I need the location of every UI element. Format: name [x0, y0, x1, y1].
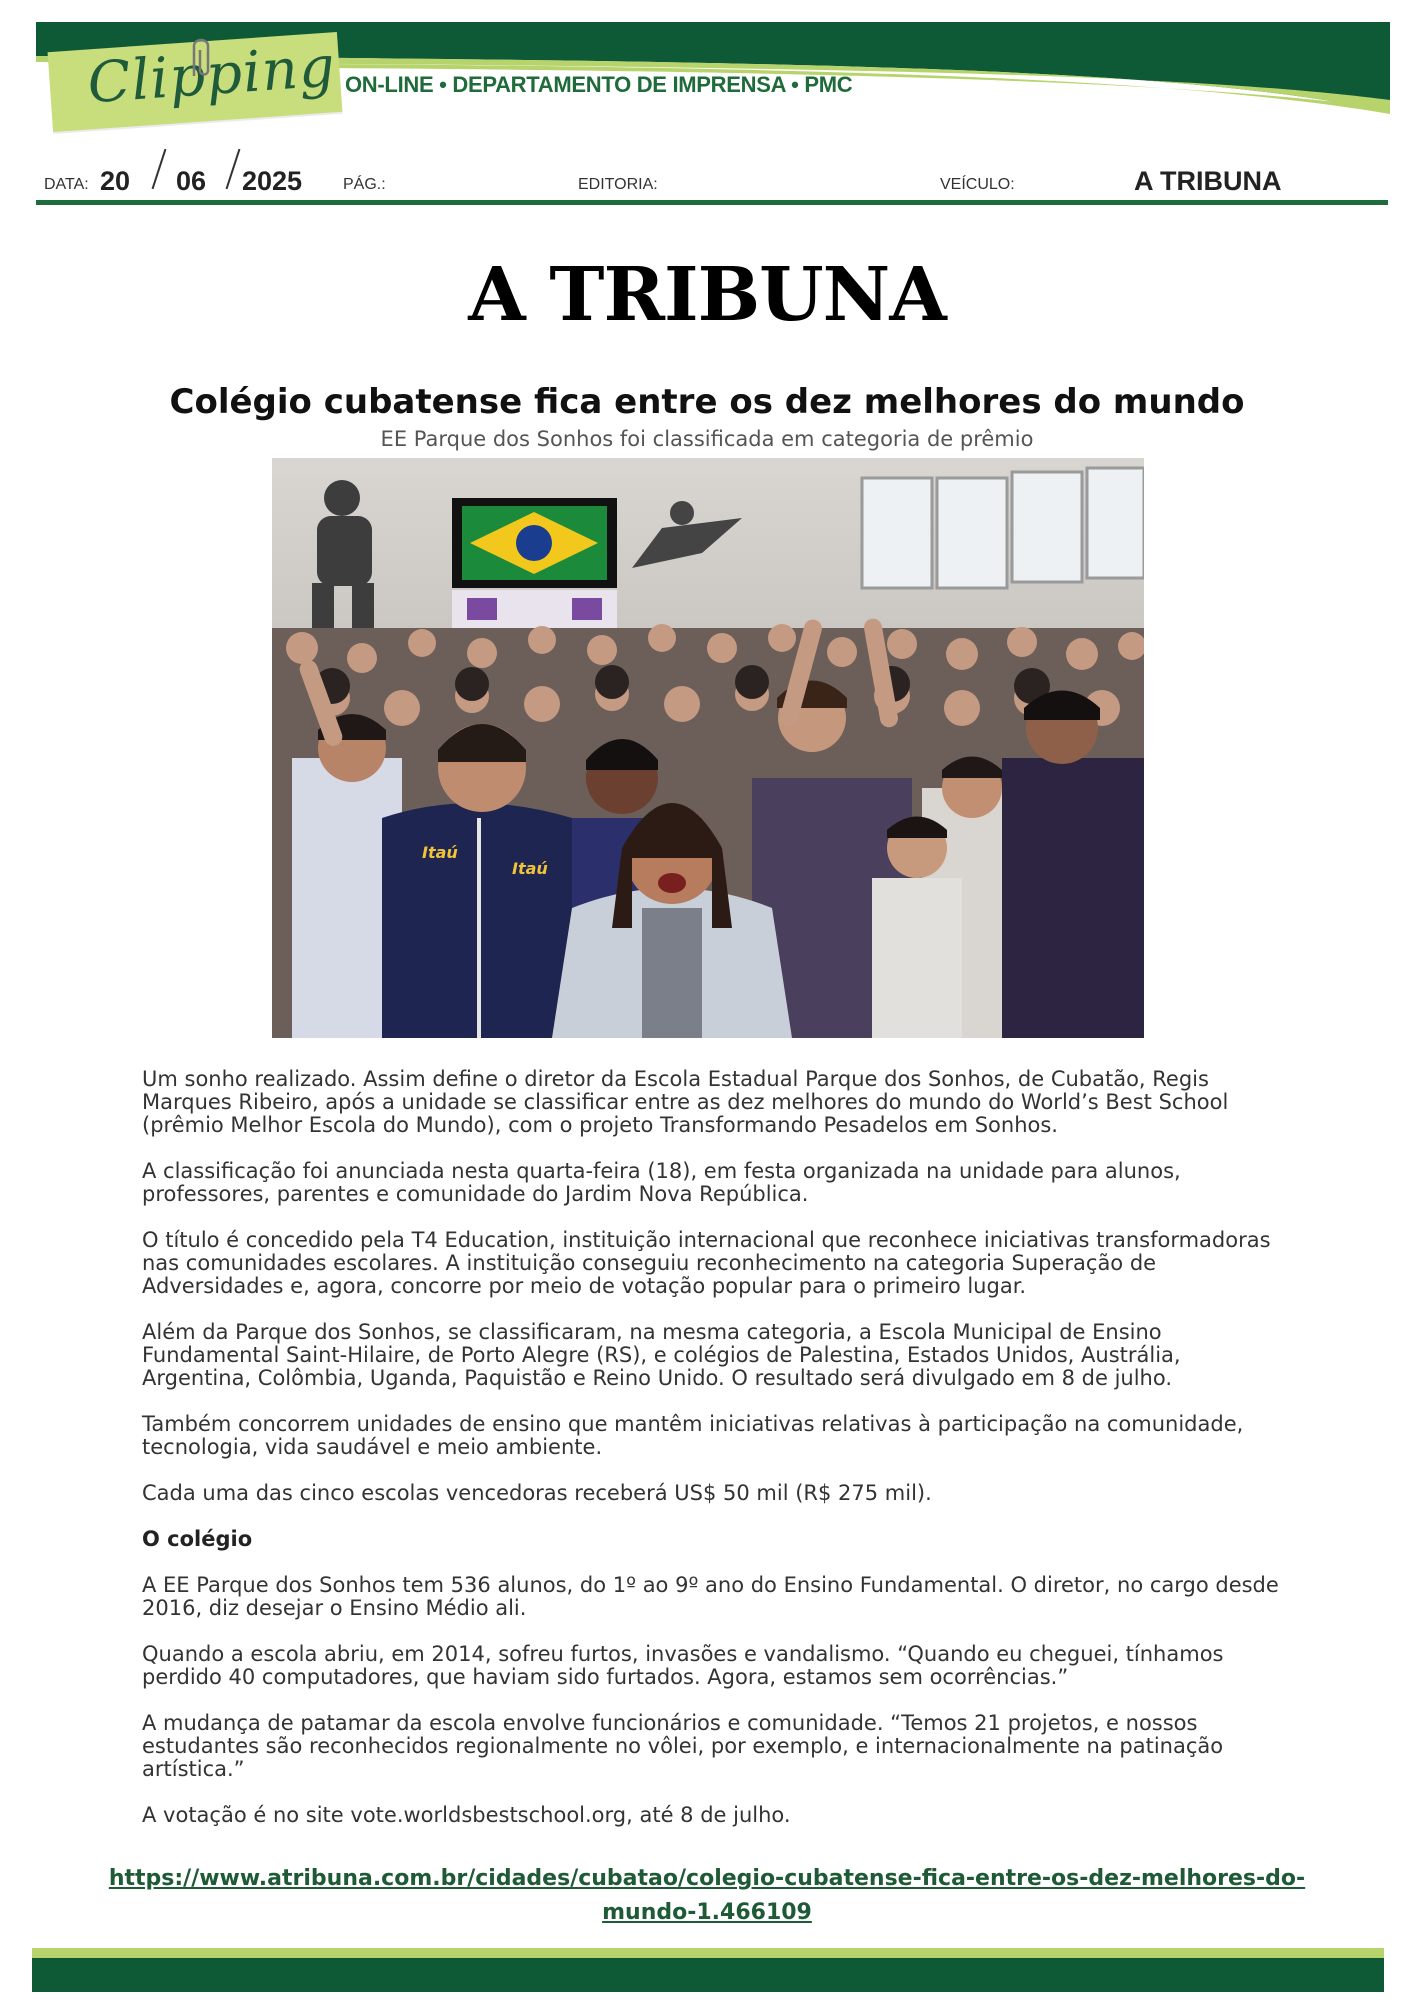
- veiculo-label: VEÍCULO:: [940, 176, 1015, 193]
- date-day: 20: [100, 166, 131, 196]
- date-separator: [152, 149, 167, 190]
- date-label: DATA:: [44, 176, 89, 193]
- paperclip-icon: [186, 36, 216, 80]
- article-paragraph: O título é concedido pela T4 Education, instituição internacional que reconhece iniciativas transformadoras nas comunidades escolares. A instituição conseguiu reconhecimento na categoria Superação de Adversidades e, agora, concorre por meio de votação popular para o primeiro lugar.: [142, 1228, 1271, 1298]
- date-separator: [226, 149, 241, 190]
- section-title: O colégio: [142, 1527, 253, 1551]
- veiculo-value: A TRIBUNA: [1134, 166, 1282, 196]
- footer-band-light: [32, 1948, 1384, 1958]
- editoria-label: EDITORIA:: [578, 176, 658, 193]
- article-paragraph: Quando a escola abriu, em 2014, sofreu furtos, invasões e vandalismo. “Quando eu cheguei, tínhamos perdido 40 computadores, que haviam sido furtados. Agora, estamos sem ocorrências.”: [142, 1642, 1224, 1689]
- footer-band-dark: [32, 1958, 1384, 1992]
- article-subheadline: EE Parque dos Sonhos foi classificada em categoria de prêmio: [380, 427, 1034, 451]
- date-year: 2025: [242, 166, 303, 196]
- article-paragraph: A classificação foi anunciada nesta quarta-feira (18), em festa organizada na unidade para alunos, professores, parentes e comunidade do Jardim Nova República.: [142, 1159, 1181, 1206]
- newspaper-masthead: A TRIBUNA: [468, 252, 946, 338]
- article-paragraph: A mudança de patamar da escola envolve funcionários e comunidade. “Temos 21 projetos, e nossos estudantes são reconhecidos regionalmente no vôlei, por exemplo, e internacionalmente na patinação artística.”: [142, 1711, 1224, 1781]
- jersey-text: Itaú: [512, 859, 548, 878]
- page-label: PÁG.:: [343, 176, 386, 193]
- clipping-logo-text: Clipping: [85, 34, 338, 117]
- article-paragraph: Um sonho realizado. Assim define o diretor da Escola Estadual Parque dos Sonhos, de Cubatão, Regis Marques Ribeiro, após a unidade se classificar entre as dez melhores do mundo do World’s Best School (prêmio Melhor Escola do Mundo), com o projeto Transformando Pesadelos em Sonhos.: [142, 1067, 1229, 1137]
- article-photo: [272, 458, 1144, 1038]
- article-paragraph: Cada uma das cinco escolas vencedoras receberá US$ 50 mil (R$ 275 mil).: [142, 1481, 932, 1505]
- meta-divider: [36, 200, 1388, 205]
- jersey-text: Itaú: [422, 843, 458, 862]
- article-headline: Colégio cubatense fica entre os dez melhores do mundo: [169, 382, 1245, 422]
- article-paragraph: A EE Parque dos Sonhos tem 536 alunos, do 1º ao 9º ano do Ensino Fundamental. O diretor, no cargo desde 2016, diz desejar o Ensino Médio ali.: [142, 1573, 1279, 1620]
- article-body: [142, 1068, 1282, 1850]
- department-label: ON-LINE • DEPARTAMENTO DE IMPRENSA • PMC: [345, 72, 853, 97]
- article-paragraph: A votação é no site vote.worldsbestschool.org, até 8 de julho.: [142, 1803, 791, 1827]
- article-paragraph: Também concorrem unidades de ensino que mantêm iniciativas relativas à participação na comunidade, tecnologia, vida saudável e meio ambiente.: [142, 1412, 1244, 1459]
- source-link[interactable]: https://www.atribuna.com.br/cidades/cubatao/colegio-cubatense-fica-entre-os-dez-melhores-do-mundo-1.466109: [108, 1866, 1306, 1925]
- date-month: 06: [176, 166, 207, 196]
- article-paragraph: Além da Parque dos Sonhos, se classificaram, na mesma categoria, a Escola Municipal de Ensino Fundamental Saint-Hilaire, de Porto Alegre (RS), e colégios de Palestina, Estados Unidos, Austrália, Argentina, Colômbia, Uganda, Paquistão e Reino Unido. O resultado será divulgado em 8 de julho.: [142, 1320, 1181, 1390]
